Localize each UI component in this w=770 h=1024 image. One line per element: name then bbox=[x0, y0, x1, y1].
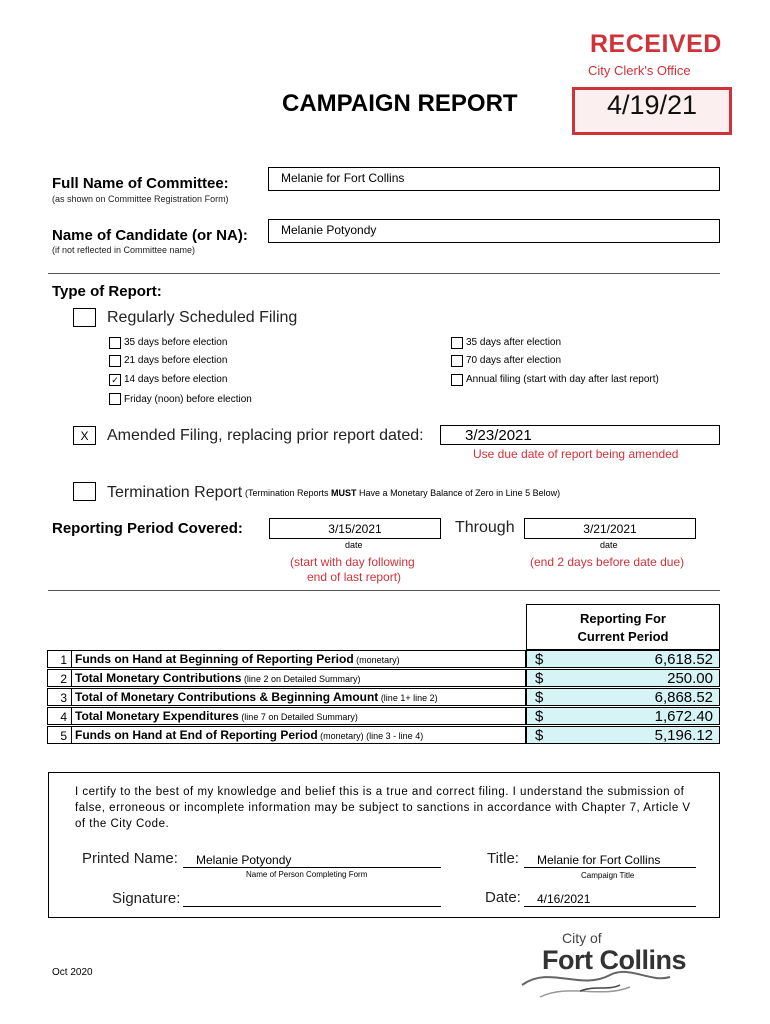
period-start-note-1: (start with day following bbox=[290, 555, 415, 569]
printed-name-line bbox=[183, 867, 441, 868]
row-amount: 250.00 bbox=[667, 670, 713, 687]
page-title: CAMPAIGN REPORT bbox=[282, 90, 518, 117]
divider bbox=[48, 273, 720, 274]
report-type-label: Type of Report: bbox=[52, 283, 162, 300]
row-description bbox=[71, 669, 526, 687]
date-label: Date: bbox=[485, 889, 521, 906]
period-end-note: (end 2 days before date due) bbox=[530, 555, 685, 569]
table-row bbox=[0, 650, 770, 668]
row-value[interactable] bbox=[526, 669, 720, 687]
logo-city-of: City of bbox=[562, 930, 602, 946]
summary-header-line-2: Current Period bbox=[577, 629, 669, 644]
dollar-sign: $ bbox=[535, 670, 544, 687]
period-end-date-label: date bbox=[600, 540, 618, 550]
dollar-sign: $ bbox=[535, 708, 544, 725]
candidate-name-field[interactable]: Melanie Potyondy bbox=[268, 219, 720, 243]
row-note: (line 1+ line 2) bbox=[378, 693, 438, 703]
termination-note bbox=[245, 488, 560, 498]
row-value[interactable] bbox=[526, 707, 720, 725]
row-description bbox=[71, 726, 526, 744]
title-label: Title: bbox=[487, 850, 519, 867]
through-label: Through bbox=[455, 519, 515, 536]
termination-report-label: Termination Report bbox=[107, 484, 243, 501]
certification-text: I certify to the best of my knowledge and belief this is a true and correct filing. I understand the submission of false, erroneous or incomplete information may be subject to sanctions in accordance with Chapter 7, Article V of the City Code. bbox=[75, 786, 691, 830]
committee-label: Full Name of Committee: bbox=[52, 175, 229, 192]
row-description bbox=[71, 650, 526, 668]
option-70-after-label: 70 days after election bbox=[466, 355, 562, 366]
option-35-after-checkbox[interactable] bbox=[451, 337, 463, 349]
regular-filing-label: Regularly Scheduled Filing bbox=[107, 309, 298, 326]
summary-header bbox=[526, 604, 720, 650]
dollar-sign: $ bbox=[535, 651, 544, 668]
candidate-label: Name of Candidate (or NA): bbox=[52, 227, 248, 244]
option-35-after-label: 35 days after election bbox=[466, 337, 562, 348]
row-number: 4 bbox=[47, 707, 71, 725]
received-stamp-office: City Clerk's Office bbox=[588, 63, 691, 78]
row-amount: 6,618.52 bbox=[654, 651, 713, 668]
row-number: 1 bbox=[47, 650, 71, 668]
row-number: 3 bbox=[47, 688, 71, 706]
option-friday-checkbox[interactable] bbox=[109, 393, 121, 405]
date-value[interactable]: 4/16/2021 bbox=[537, 892, 591, 906]
dollar-sign: $ bbox=[535, 727, 544, 744]
date-line bbox=[524, 906, 696, 907]
title-note: Campaign Title bbox=[581, 871, 635, 880]
option-70-after-checkbox[interactable] bbox=[451, 355, 463, 367]
option-21-before-checkbox[interactable] bbox=[109, 355, 121, 367]
row-amount: 1,672.40 bbox=[654, 708, 713, 725]
logo-fort-collins: Fort Collins bbox=[542, 945, 686, 975]
period-start-field[interactable]: 3/15/2021 bbox=[269, 518, 441, 539]
period-end-field[interactable]: 3/21/2021 bbox=[524, 518, 696, 539]
row-number: 5 bbox=[47, 726, 71, 744]
row-value[interactable] bbox=[526, 688, 720, 706]
committee-note: (as shown on Committee Registration Form) bbox=[52, 194, 229, 204]
row-label: Funds on Hand at End of Reporting Period bbox=[75, 728, 318, 742]
signature-line[interactable] bbox=[183, 906, 441, 907]
row-label: Total of Monetary Contributions & Beginning Amount bbox=[75, 690, 379, 704]
summary-header-line-1: Reporting For bbox=[580, 611, 666, 626]
received-stamp-title: RECEIVED bbox=[590, 30, 722, 58]
row-label: Total Monetary Contributions bbox=[75, 671, 242, 685]
option-annual-checkbox[interactable] bbox=[451, 374, 463, 386]
termination-note-bold: MUST bbox=[331, 488, 357, 498]
amended-filing-label: Amended Filing, replacing prior report dated: bbox=[107, 427, 424, 444]
row-value[interactable] bbox=[526, 726, 720, 744]
row-value[interactable] bbox=[526, 650, 720, 668]
row-number: 2 bbox=[47, 669, 71, 687]
table-row bbox=[0, 726, 770, 744]
row-note: (monetary) (line 3 - line 4) bbox=[317, 731, 424, 741]
title-value[interactable]: Melanie for Fort Collins bbox=[537, 853, 661, 867]
option-21-before-label: 21 days before election bbox=[124, 355, 228, 366]
period-label: Reporting Period Covered: bbox=[52, 520, 243, 537]
termination-report-checkbox[interactable] bbox=[73, 482, 96, 501]
period-start-date-label: date bbox=[345, 540, 363, 550]
printed-name-label: Printed Name: bbox=[82, 850, 178, 867]
printed-name-value[interactable]: Melanie Potyondy bbox=[196, 853, 292, 867]
committee-name-field[interactable]: Melanie for Fort Collins bbox=[268, 167, 720, 191]
dollar-sign: $ bbox=[535, 689, 544, 706]
amended-date-field[interactable]: 3/23/2021 bbox=[440, 425, 720, 445]
table-row bbox=[0, 688, 770, 706]
option-35-before-label: 35 days before election bbox=[124, 337, 228, 348]
row-note: (line 2 on Detailed Summary) bbox=[241, 674, 361, 684]
received-stamp-date: 4/19/21 bbox=[606, 90, 698, 120]
row-label: Funds on Hand at Beginning of Reporting Period bbox=[75, 652, 354, 666]
table-row bbox=[0, 669, 770, 687]
row-amount: 5,196.12 bbox=[654, 727, 713, 744]
amended-filing-checkbox[interactable]: X bbox=[73, 426, 96, 445]
form-version: Oct 2020 bbox=[52, 967, 93, 978]
period-start-note-2: end of last report) bbox=[307, 570, 402, 584]
regular-filing-checkbox[interactable] bbox=[73, 308, 96, 327]
option-friday-label: Friday (noon) before election bbox=[124, 394, 252, 405]
option-14-before-label: 14 days before election bbox=[124, 374, 228, 385]
termination-note-pre: (Termination Reports bbox=[245, 488, 332, 498]
option-35-before-checkbox[interactable] bbox=[109, 337, 121, 349]
table-row bbox=[0, 707, 770, 725]
printed-name-note: Name of Person Completing Form bbox=[246, 870, 368, 879]
row-label: Total Monetary Expenditures bbox=[75, 709, 239, 723]
row-note: (monetary) bbox=[353, 655, 400, 665]
row-description bbox=[71, 688, 526, 706]
candidate-note: (if not reflected in Committee name) bbox=[52, 245, 196, 255]
amended-date-note: Use due date of report being amended bbox=[473, 447, 679, 461]
option-annual-label: Annual filing (start with day after last report) bbox=[466, 374, 659, 385]
option-14-before-checkbox[interactable]: ✓ bbox=[109, 374, 121, 386]
title-line bbox=[524, 867, 696, 868]
divider bbox=[48, 590, 720, 591]
termination-note-post: Have a Monetary Balance of Zero in Line 5 Below) bbox=[356, 488, 561, 498]
signature-label: Signature: bbox=[112, 890, 181, 907]
city-logo bbox=[520, 925, 720, 1000]
row-note: (line 7 on Detailed Summary) bbox=[238, 712, 358, 722]
row-amount: 6,868.52 bbox=[654, 689, 713, 706]
row-description bbox=[71, 707, 526, 725]
